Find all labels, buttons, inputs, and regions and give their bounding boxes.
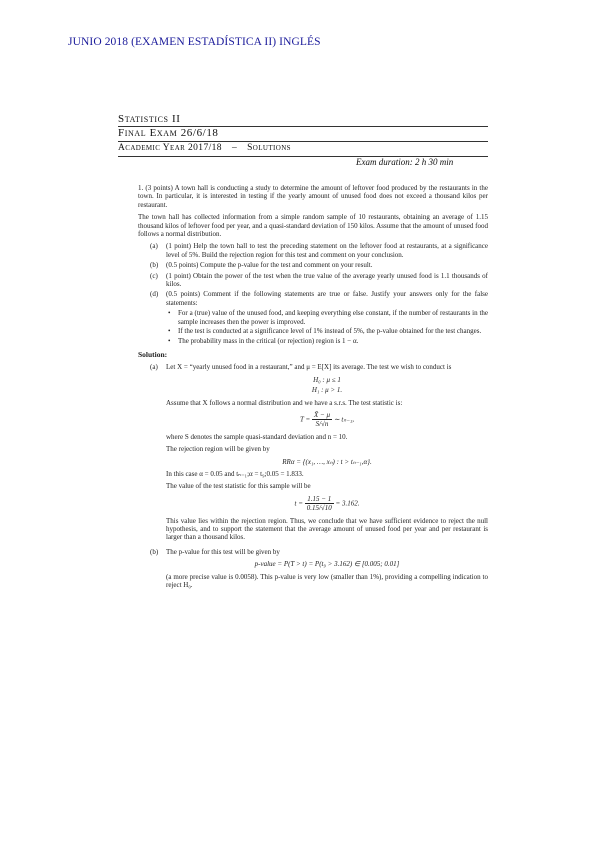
solution-text: Let X = “yearly unused food in a restaurant,” and μ = E[X] its average. The test we wish to conduct is xyxy=(166,363,452,372)
academic-year-line xyxy=(118,143,291,153)
statement-bullet: • For a (true) value of the unused food, and keeping everything else constant, if the number of restaurants in the sample increases then the power is improved. xyxy=(168,309,488,326)
solution-text: The p-value for this test will be given by xyxy=(166,547,280,556)
solutions-label: Solutions xyxy=(247,143,291,153)
question-part: (d) (0.5 points) Comment if the following statements are true or false. Justify your answers only for the false statements: xyxy=(150,290,488,307)
question-part: (a) (1 point) Help the town hall to test the preceding statement on the leftover food at restaurants, at a significance level of 5%. Build the rejection region for this test and comment on your conclusion. xyxy=(150,242,488,259)
solution-text: Assume that X follows a normal distribution and we have a s.r.s. The test statistic is: xyxy=(166,398,403,407)
question-part: (b) (0.5 points) Compute the p-value for the test and comment on your result. xyxy=(150,261,373,270)
document-banner: JUNIO 2018 (EXAMEN ESTADÍSTICA II) INGLÉS xyxy=(68,36,321,48)
solution-text: The value of the test statistic for this sample will be xyxy=(166,482,311,491)
p-value-equation: p-value = P(T > t) = P(t₉ > 3.162) ∈ [0.005; 0.01] xyxy=(254,560,400,569)
solution-part-a: (a) Let X = “yearly unused food in a restaurant,” and μ = E[X] its average. The test we wish to conduct is H₀ : μ ≤ 1 H₁ : μ > 1. Assume that X follows a normal distribution and we have a s.r.s. The test statistic is: T = $\frac{X̄ - \mu}{S/√n}$ ∼ tₙ₋₁, where S denotes the sample quasi-standard deviation and n = 10. The rejection region will be given by RRα = {(x₁, …, xₙ) : t > tₙ₋₁,α}. In this case α = 0.05 and tₙ₋₁;α = t₉;0.05 = 1.833. The value of the test statistic for this sample will be t = $\frac{1.15 - 1}{0.15/√10}$ = 3.162. This value lies within the rejection region. Thus, we conclude that we have sufficient evidence to reject the null hypothesis, and to support the statement that the average amount of unused food per year and per restaurant is larger than a thousand kilos. xyxy=(150,363,488,542)
solution-text: The rejection region will be given by xyxy=(166,445,270,454)
course-title: Statistics II xyxy=(118,113,181,125)
question-part: (c) (1 point) Obtain the power of the test when the true value of the average yearly unused food is 1.1 thousands of kilos. xyxy=(150,271,488,289)
exam-content xyxy=(138,184,488,595)
statement-bullet: • The probability mass in the critical (or rejection) region is 1 − α. xyxy=(168,336,359,345)
null-hypothesis: H₀ : μ ≤ 1 xyxy=(313,375,341,384)
separator-dash: – xyxy=(231,143,238,153)
statistic-value: t = $\frac{1.15 - 1}{0.15/√10}$ = 3.162. xyxy=(294,494,360,513)
divider xyxy=(118,141,488,142)
rejection-region: RRα = {(x₁, …, xₙ) : t > tₙ₋₁,α}. xyxy=(282,457,372,466)
solution-heading: Solution: xyxy=(138,349,168,359)
question-info: The town hall has collected information from a simple random sample of 10 restaurants, obtaining an average of 1.15 thousand kilos of leftover food per year, and a quasi-standard deviation of 150 kilos. Assume that the amount of unused food follows a normal distribution. xyxy=(138,213,488,239)
statement-bullet: • If the test is conducted at a significance level of 1% instead of 5%, the p-value obtained for the test changes. xyxy=(168,327,482,336)
alternative-hypothesis: H₁ : μ > 1. xyxy=(311,386,343,395)
question-intro: 1. (3 points) A town hall is conducting a study to determine the amount of leftover food produced by the restaurants in the town. In particular, it is interested in testing if the yearly amount of unused food does not exceed a thousand kilos per restaurant. xyxy=(138,184,488,209)
exam-duration: Exam duration: 2 h 30 min xyxy=(356,157,454,167)
test-statistic: T = $\frac{X̄ - \mu}{S/√n}$ ∼ tₙ₋₁, xyxy=(300,410,354,429)
solution-part-b: (b) The p-value for this test will be given by p-value = P(T > t) = P(t₉ > 3.162) ∈ [0.005; 0.01] (a more precise value is 0.0058). This p-value is very low (smaller than 1%), providing a compelling indication to reject H₀. xyxy=(150,547,488,590)
academic-year: Academic Year 2017/18 xyxy=(118,143,222,153)
solution-text: In this case α = 0.05 and tₙ₋₁;α = t₉;0.05 = 1.833. xyxy=(166,469,304,478)
exam-title: Final Exam 26/6/18 xyxy=(118,127,219,139)
solution-text: (a more precise value is 0.0058). This p-value is very low (smaller than 1%), providing a compelling indication to reject H₀. xyxy=(166,572,488,590)
solution-text: where S denotes the sample quasi-standard deviation and n = 10. xyxy=(166,432,348,441)
solution-text: This value lies within the rejection region. Thus, we conclude that we have sufficient evidence to reject the null hypothesis, and to support the statement that the average amount of unused food per year and per restaurant is larger than a thousand kilos. xyxy=(166,516,488,542)
